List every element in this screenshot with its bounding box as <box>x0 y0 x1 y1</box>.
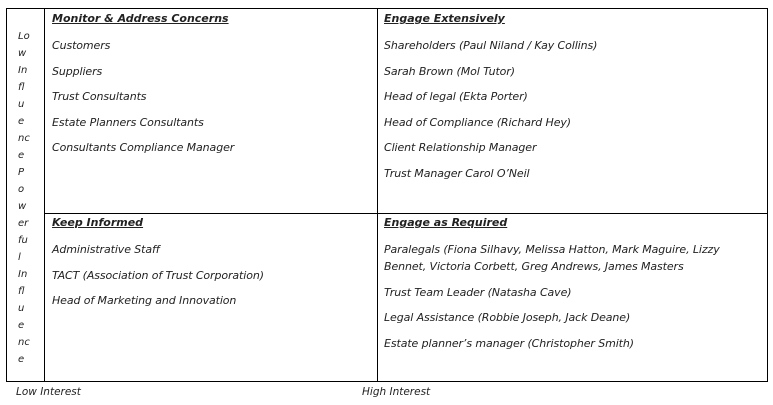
stakeholder-item: Sarah Brown (Mol Tutor) <box>384 64 515 78</box>
vertical-divider <box>377 9 378 381</box>
stakeholder-item: TACT (Association of Trust Corporation) <box>52 268 264 282</box>
stakeholder-item: Shareholders (Paul Niland / Kay Collins) <box>384 39 598 52</box>
quadrant-title: Monitor & Address Concerns <box>52 12 229 25</box>
axis-segment: u <box>18 303 25 314</box>
axis-segment: fl <box>18 82 25 93</box>
stakeholder-item: Trust Team Leader (Natasha Cave) <box>384 285 572 299</box>
axis-segment: e <box>18 150 25 161</box>
high-interest-label: High Interest <box>362 386 431 398</box>
vertical-axis-label <box>7 9 44 381</box>
axis-segment: w <box>18 48 27 59</box>
stakeholder-item: Administrative Staff <box>52 243 160 256</box>
stakeholder-item: Trust Manager Carol O’Neil <box>384 166 530 180</box>
quadrant-title: Engage Extensively <box>384 12 505 25</box>
axis-segment: e <box>18 116 25 127</box>
axis-segment: w <box>18 201 27 212</box>
stakeholder-item: Suppliers <box>52 64 103 78</box>
axis-segment: nc <box>18 337 30 348</box>
stakeholder-item: Legal Assistance (Robbie Joseph, Jack Deane) <box>384 311 631 324</box>
axis-segment: Lo <box>18 31 30 42</box>
quadrant-monitor-address-concerns <box>52 12 372 165</box>
axis-segment: l <box>18 252 21 263</box>
axis-segment: fu <box>18 235 28 246</box>
axis-segment: e <box>18 320 25 331</box>
axis-divider <box>44 9 45 381</box>
axis-segment: er <box>18 218 29 229</box>
stakeholder-item: Paralegals (Fiona Silhavy, Melissa Hatton, Mark Maguire, Lizzy Bennet, Victoria Corbett, Greg Andrews, James Masters <box>384 243 720 273</box>
quadrant-title: Keep Informed <box>52 216 144 229</box>
stakeholder-item: Head of Marketing and Innovation <box>52 294 237 307</box>
stakeholder-item: Client Relationship Manager <box>384 141 537 154</box>
quadrant-keep-informed <box>52 216 372 318</box>
stakeholder-item: Estate planner’s manager (Christopher Smith) <box>384 336 634 350</box>
axis-segment: e <box>18 354 25 365</box>
quadrant-engage-extensively <box>384 12 764 190</box>
axis-segment: u <box>18 99 25 110</box>
stakeholder-matrix <box>6 8 768 382</box>
stakeholder-item: Consultants Compliance Manager <box>52 141 235 154</box>
axis-segment: In <box>18 269 28 280</box>
axis-segment: In <box>18 65 28 76</box>
axis-segment: P <box>18 167 25 178</box>
stakeholder-item: Estate Planners Consultants <box>52 115 204 129</box>
stakeholder-item: Trust Consultants <box>52 90 147 103</box>
axis-segment: o <box>18 184 25 195</box>
axis-segment: fl <box>18 286 25 297</box>
stakeholder-item: Head of Compliance (Richard Hey) <box>384 115 571 129</box>
axis-segment: nc <box>18 133 30 144</box>
quadrant-engage-as-required <box>384 216 764 360</box>
horizontal-divider <box>45 213 767 214</box>
quadrant-title: Engage as Required <box>384 216 508 229</box>
stakeholder-item: Customers <box>52 39 111 52</box>
stakeholder-item: Head of legal (Ekta Porter) <box>384 90 528 103</box>
low-interest-label: Low Interest <box>16 386 81 398</box>
